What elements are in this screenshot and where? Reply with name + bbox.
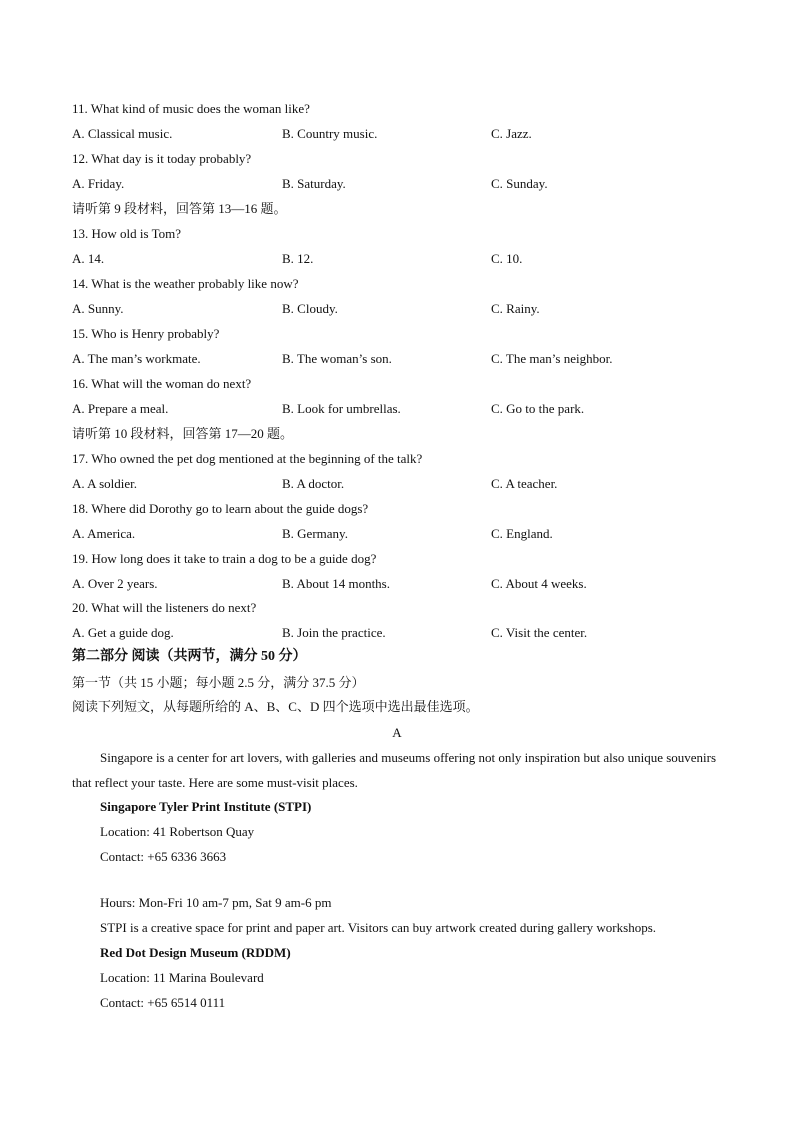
q13-option-b: B. 12. — [282, 251, 314, 266]
q20-option-a: A. Get a guide dog. — [72, 625, 174, 640]
q18-option-c: C. England. — [491, 526, 553, 541]
stpi-contact: Contact: +65 6336 3663 — [100, 849, 227, 864]
question-15: 15. Who is Henry probably? — [72, 326, 220, 341]
rddm-contact: Contact: +65 6514 0111 — [100, 995, 226, 1010]
q16-option-a: A. Prepare a meal. — [72, 401, 169, 416]
q14-option-a: A. Sunny. — [72, 301, 124, 316]
q13-option-c: C. 10. — [491, 251, 523, 266]
q11-option-b: B. Country music. — [282, 126, 378, 141]
q20-option-c: C. Visit the center. — [491, 625, 588, 640]
passage-intro: Singapore is a center for art lovers, with galleries and museums offering not only inspiration but also unique souvenirs that reflect your taste. Here are some must-visit places. — [72, 750, 717, 790]
question-20: 20. What will the listeners do next? — [72, 600, 257, 615]
instruction-segment-9: 请听第 9 段材料，回答第 13—16 题。 — [72, 201, 287, 216]
rddm-name: Red Dot Design Museum (RDDM) — [100, 945, 291, 960]
q16-option-c: C. Go to the park. — [491, 401, 585, 416]
stpi-description: STPI is a creative space for print and paper art. Visitors can buy artwork created during gallery workshops. — [100, 920, 656, 935]
question-13: 13. How old is Tom? — [72, 226, 181, 241]
question-18: 18. Where did Dorothy go to learn about the guide dogs? — [72, 501, 369, 516]
reading-direction: 阅读下列短文，从每题所给的 A、B、C、D 四个选项中选出最佳选项。 — [72, 699, 479, 714]
question-17: 17. Who owned the pet dog mentioned at the beginning of the talk? — [72, 451, 423, 466]
q12-option-c: C. Sunday. — [491, 176, 548, 191]
q15-option-b: B. The woman’s son. — [282, 351, 392, 366]
q11-option-c: C. Jazz. — [491, 126, 532, 141]
q13-option-a: A. 14. — [72, 251, 105, 266]
stpi-location: Location: 41 Robertson Quay — [100, 824, 255, 839]
question-19: 19. How long does it take to train a dog to be a guide dog? — [72, 551, 377, 566]
q19-option-c: C. About 4 weeks. — [491, 576, 587, 591]
question-12: 12. What day is it today probably? — [72, 151, 252, 166]
q12-option-b: B. Saturday. — [282, 176, 346, 191]
q16-option-b: B. Look for umbrellas. — [282, 401, 401, 416]
q14-option-b: B. Cloudy. — [282, 301, 338, 316]
section1-heading: 第一节（共 15 小题；每小题 2.5 分，满分 37.5 分） — [72, 675, 365, 690]
q18-option-b: B. Germany. — [282, 526, 348, 541]
question-16: 16. What will the woman do next? — [72, 376, 252, 391]
q17-option-a: A. A soldier. — [72, 476, 138, 491]
instruction-segment-10: 请听第 10 段材料，回答第 17—20 题。 — [72, 426, 294, 441]
rddm-location: Location: 11 Marina Boulevard — [100, 970, 264, 985]
passage-label: A — [392, 725, 402, 740]
part2-title: 第二部分 阅读（共两节，满分 50 分） — [72, 649, 307, 664]
q14-option-c: C. Rainy. — [491, 301, 540, 316]
q17-option-c: C. A teacher. — [491, 476, 558, 491]
q11-option-a: A. Classical music. — [72, 126, 173, 141]
question-11: 11. What kind of music does the woman like? — [72, 101, 310, 116]
q12-option-a: A. Friday. — [72, 176, 125, 191]
question-14: 14. What is the weather probably like now? — [72, 276, 299, 291]
stpi-name: Singapore Tyler Print Institute (STPI) — [100, 799, 312, 814]
q19-option-a: A. Over 2 years. — [72, 576, 158, 591]
stpi-hours: Hours: Mon-Fri 10 am-7 pm, Sat 9 am-6 pm — [100, 895, 332, 910]
q19-option-b: B. About 14 months. — [282, 576, 390, 591]
q17-option-b: B. A doctor. — [282, 476, 345, 491]
q20-option-b: B. Join the practice. — [282, 625, 386, 640]
q15-option-a: A. The man’s workmate. — [72, 351, 201, 366]
q18-option-a: A. America. — [72, 526, 136, 541]
q15-option-c: C. The man’s neighbor. — [491, 351, 613, 366]
